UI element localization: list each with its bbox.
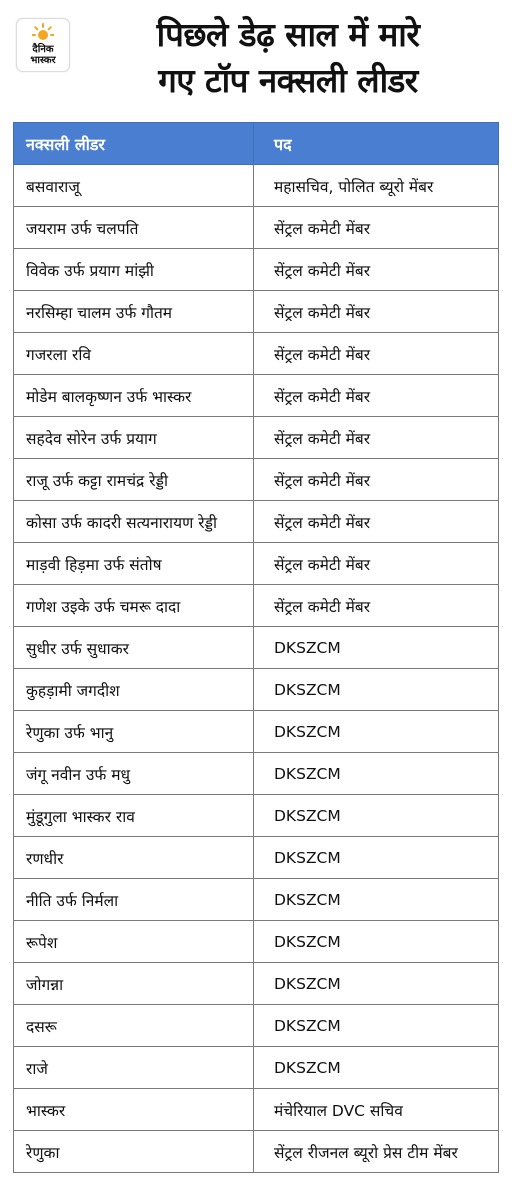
table-row: [14, 1047, 499, 1089]
leader-name-cell: माड़वी हिड़मा उर्फ संतोष: [14, 543, 254, 585]
logo-text-line2: भास्कर: [30, 55, 56, 66]
leader-post-cell: DKSZCM: [254, 669, 499, 711]
table-row: [14, 459, 499, 501]
leader-name-cell: कुहड़ामी जगदीश: [14, 669, 254, 711]
leaders-table-container: [13, 122, 498, 1173]
leader-name-cell: गणेश उइके उर्फ चमरू दादा: [14, 585, 254, 627]
table-row: [14, 417, 499, 459]
table-header-row: [14, 123, 499, 165]
leader-post-cell: DKSZCM: [254, 921, 499, 963]
leader-post-cell: DKSZCM: [254, 1005, 499, 1047]
leader-post-cell: सेंट्रल कमेटी मेंबर: [254, 501, 499, 543]
table-row: [14, 291, 499, 333]
table-row: [14, 711, 499, 753]
leader-post-cell: सेंट्रल कमेटी मेंबर: [254, 585, 499, 627]
leader-post-cell: सेंट्रल कमेटी मेंबर: [254, 417, 499, 459]
leader-post-cell: सेंट्रल कमेटी मेंबर: [254, 459, 499, 501]
table-row: [14, 963, 499, 1005]
leader-post-cell: DKSZCM: [254, 795, 499, 837]
table-row: [14, 165, 499, 207]
column-header-leader: नक्सली लीडर: [14, 123, 254, 165]
leader-name-cell: मुंडूगुला भास्कर राव: [14, 795, 254, 837]
leader-name-cell: भास्कर: [14, 1089, 254, 1131]
leader-name-cell: नरसिम्हा चालम उर्फ गौतम: [14, 291, 254, 333]
leader-name-cell: नीति उर्फ निर्मला: [14, 879, 254, 921]
table-row: [14, 375, 499, 417]
table-row: [14, 585, 499, 627]
table-row: [14, 1131, 499, 1173]
leader-name-cell: राजू उर्फ कट्टा रामचंद्र रेड्डी: [14, 459, 254, 501]
leader-post-cell: सेंट्रल कमेटी मेंबर: [254, 249, 499, 291]
leader-name-cell: जयराम उर्फ चलपति: [14, 207, 254, 249]
title-line1: पिछले डेढ़ साल में मारे: [156, 15, 420, 54]
leader-post-cell: DKSZCM: [254, 711, 499, 753]
table-row: [14, 921, 499, 963]
table-row: [14, 1005, 499, 1047]
leader-name-cell: जंगू नवीन उर्फ मधु: [14, 753, 254, 795]
page-title: [78, 12, 498, 104]
leader-name-cell: दसरू: [14, 1005, 254, 1047]
leader-name-cell: बसवाराजू: [14, 165, 254, 207]
leader-post-cell: सेंट्रल कमेटी मेंबर: [254, 291, 499, 333]
leaders-table: [13, 122, 499, 1173]
leader-name-cell: कोसा उर्फ कादरी सत्यनारायण रेड्डी: [14, 501, 254, 543]
leader-post-cell: सेंट्रल कमेटी मेंबर: [254, 207, 499, 249]
leader-name-cell: मोडेम बालकृष्णन उर्फ भास्कर: [14, 375, 254, 417]
leader-name-cell: रेणुका: [14, 1131, 254, 1173]
leader-post-cell: DKSZCM: [254, 1047, 499, 1089]
table-row: [14, 669, 499, 711]
leader-post-cell: DKSZCM: [254, 879, 499, 921]
sun-icon: [32, 22, 54, 44]
leader-name-cell: रेणुका उर्फ भानु: [14, 711, 254, 753]
leader-post-cell: DKSZCM: [254, 963, 499, 1005]
leader-name-cell: सहदेव सोरेन उर्फ प्रयाग: [14, 417, 254, 459]
leader-name-cell: रणधीर: [14, 837, 254, 879]
table-row: [14, 249, 499, 291]
leader-post-cell: DKSZCM: [254, 627, 499, 669]
leader-name-cell: विवेक उर्फ प्रयाग मांझी: [14, 249, 254, 291]
table-row: [14, 1089, 499, 1131]
leader-name-cell: रूपेश: [14, 921, 254, 963]
leader-name-cell: जोगन्ना: [14, 963, 254, 1005]
table-row: [14, 879, 499, 921]
leader-post-cell: सेंट्रल कमेटी मेंबर: [254, 333, 499, 375]
leader-name-cell: सुधीर उर्फ सुधाकर: [14, 627, 254, 669]
column-header-post: पद: [254, 123, 499, 165]
dainik-bhaskar-logo: [16, 18, 70, 72]
table-row: [14, 543, 499, 585]
table-row: [14, 795, 499, 837]
table-row: [14, 837, 499, 879]
logo-text-line1: दैनिक: [32, 44, 54, 55]
table-row: [14, 753, 499, 795]
table-row: [14, 501, 499, 543]
table-body: [14, 165, 499, 1173]
leader-name-cell: राजे: [14, 1047, 254, 1089]
table-row: [14, 207, 499, 249]
leader-name-cell: गजरला रवि: [14, 333, 254, 375]
header: [0, 0, 512, 122]
table-row: [14, 627, 499, 669]
leader-post-cell: मंचेरियाल DVC सचिव: [254, 1089, 499, 1131]
leader-post-cell: सेंट्रल रीजनल ब्यूरो प्रेस टीम मेंबर: [254, 1131, 499, 1173]
leader-post-cell: DKSZCM: [254, 753, 499, 795]
table-row: [14, 333, 499, 375]
leader-post-cell: सेंट्रल कमेटी मेंबर: [254, 543, 499, 585]
leader-post-cell: सेंट्रल कमेटी मेंबर: [254, 375, 499, 417]
title-line2: गए टॉप नक्सली लीडर: [158, 61, 418, 100]
leader-post-cell: DKSZCM: [254, 837, 499, 879]
leader-post-cell: महासचिव, पोलित ब्यूरो मेंबर: [254, 165, 499, 207]
